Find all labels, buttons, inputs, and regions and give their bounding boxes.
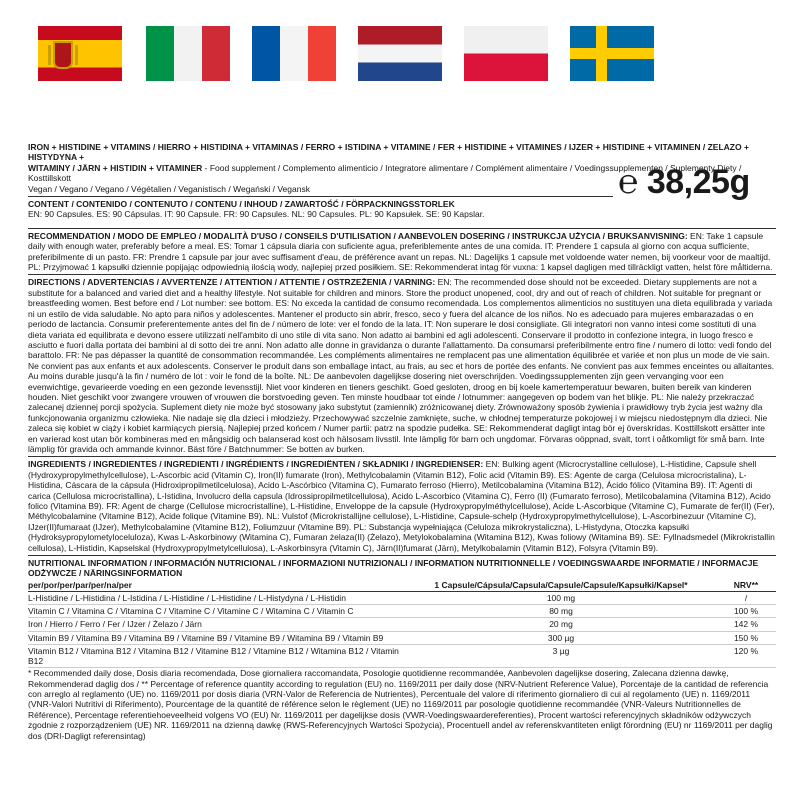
recommendation-body: EN: Take 1 capsule daily with enough water, preferably before a meal. ES: Tomar 1 cápsula diaria con suficiente agua, preferiblemente antes de una comida. IT: Prendere 1 capsula al giorno con acqua sufficiente, preferibilmente di un pasto. FR: Prendre 1 capsule par jour avec suffisament d'eau, de préférence avant un repas. NL: Dagelijks 1 capsule met voldoende water nemen, bij voorkeur voor de maaltijd. PL: Przyjmować 1 kapsułki dziennie popijając odpowiednią ilością wody, najlepiej przed posiłkiem. SE: Rekommenderat intag för vuxna: 1 kapsel dagligen med tillräckligt vatten, helst före måltiderna. xyxy=(28,230,773,273)
sweden-flag-icon xyxy=(570,26,654,81)
product-title xyxy=(28,142,776,184)
divider xyxy=(28,228,776,229)
divider xyxy=(28,555,776,556)
ingredients-body: EN: Bulking agent (Microcrystalline cellulose), L-Histidine, Capsule shell (Hydroxypropylmethylcellulose), L-Ascorbic acid (Vitamin C), Iron(II) fumarate (Iron), Methylcobalamin (Vitamin B12), Folic acid (Vitamin B9). ES: Agente de carga (Celulosa microcristalina), L-Histidina, Cáscara de la cápsula (Hidroxipropilmetilcelulosa), Acido L-Ascórbico (Vitamina C), Fumarato ferroso (Hierro), Metilcobalamina (Vitamina B12), Ácido fólico (Vitamina B9). IT: Agenti di carica (Cellulosa microcristallina), L-Istidina, Involucro della capsula (Idrossipropilmetilcellulosa), Acido L-Ascorbico (Vitamina C), Ferro (II) (Fumarato ferroso), Metilcobalamina (Vitamina B12), Acido folico (Vitamina B9). FR: Agent de charge (Cellulose microcristalline), L-Histidine, Enveloppe de la capsule (Hydroxypropylméthylcellulose), Acide L-Ascorbique (Vitamine C), Fumarate de fer(II) (Fer), Méthylcobalamine (Vitamine B12), Acide folique (Vitamine B9). NL: Vulstof (Microkristallijne cellulose), L-Histidine, Capsule-schelp (Hydroxypropylmethylcellulose), L-Ascorbinezuur (Vitamine C), IJzer(II)fumaraat (IJzer), Methylcobalamine (Vitamine B12), Foliumzuur (Vitamine B9). PL: Substancja wypełniająca (Celuloza mikrokrystaliczna), L-Histydyna, Otoczka kapsułki (Hydroksypropylometylocelulozа), Kwas L-Askorbinowy (Witamina C), Fumaran żelaza(II) (Żelazo), Metylokobalamina (Witamina B12), Kwas foliowy (Witamina B9). SE: Fyllnadsmedel (Mikrokristallin cellulosa), L-Histidin, Kapselskal (Hydroxypropylmetylcellulosa), L-Askorbinsyra (Vitamin C), Järn(II)fumarat (Järn), Metylkobalamin (Vitamin B12), Folsyra (Vitamin B9). xyxy=(28,459,775,553)
content-heading: CONTENT / CONTENIDO / CONTENUTO / CONTENU / INHOUD / ZAWARTOŚĆ / FÖRPACKNINGSSTORLEK xyxy=(28,199,455,210)
divider xyxy=(28,196,613,197)
nutrition-heading: NUTRITIONAL INFORMATION / INFORMACIÓN NUTRICIONAL / INFORMAZIONI NUTRIZIONALI / INFORMATION NUTRITIONNELLE / VOEDINGSWAARDE INFORMATIE / INFORMACJE ODŻYWCZE / NÄRINGSINFORMATION xyxy=(28,558,759,579)
spain-flag-icon xyxy=(38,26,122,81)
vegan-line: Vegan / Vegano / Vegano / Végétalien / Veganistisch / Wegański / Vegansk xyxy=(28,183,310,194)
estimated-sign-icon: ℮ xyxy=(618,163,638,201)
nutrient-amount: 3 µg xyxy=(406,644,716,667)
nutrition-col-per: per/por/per/par/per/na/per xyxy=(28,579,406,592)
nutrient-name: Vitamin B12 / Vitamina B12 / Vitamina B12 / Vitamine B12 / Vitamine B12 / Witamina B12 / Vitamin B12 xyxy=(28,644,406,667)
directions-heading: DIRECTIONS / ADVERTENCIAS / AVVERTENZE / ATTENTION / ATTENTIE / OSTRZEŻENIA / VARNING: xyxy=(28,277,436,288)
recommendation-heading: RECOMMENDATION / MODO DE EMPLEO / MODALITÀ D'USO / CONSEILS D'UTILISATION / AANBEVOLEN DOSERING / INSTRUKCJA UŻYCIA / BRUKSANVISNING: xyxy=(28,230,688,241)
nutrient-amount: 100 mg xyxy=(406,592,716,605)
nutrient-nrv: 142 % xyxy=(716,618,776,631)
nutrient-nrv: / xyxy=(716,592,776,605)
nutrition-header-row xyxy=(28,579,776,592)
nutrient-amount: 80 mg xyxy=(406,605,716,618)
italy-flag-icon xyxy=(146,26,230,81)
table-row xyxy=(28,605,776,618)
ingredients-section xyxy=(28,459,776,553)
divider xyxy=(28,274,776,275)
supplement-type: - Food supplement / Complemento alimenticio / Integratore alimentare / Complément alimentaire / Voedingssupplementen / Suplementy Diety / Kosttillskott xyxy=(28,162,742,184)
nutrient-name: Iron / Hierro / Ferro / Fer / IJzer / Żelazo / Järn xyxy=(28,618,406,631)
table-row xyxy=(28,618,776,631)
table-row xyxy=(28,644,776,667)
product-title-line2: WITAMINY / JÄRN + HISTIDIN + VITAMINER xyxy=(28,162,203,173)
nutrient-amount: 300 µg xyxy=(406,631,716,644)
nutrition-col-amount: 1 Capsule/Cápsula/Capsula/Capsule/Capsule/Kapsułki/Kapsel* xyxy=(406,579,716,592)
nutrient-name: Vitamin B9 / Vitamina B9 / Vitamina B9 / Vitamine B9 / Vitamine B9 / Witamina B9 / Vitamin B9 xyxy=(28,631,406,644)
table-row xyxy=(28,631,776,644)
divider xyxy=(28,456,776,457)
label-text xyxy=(28,142,776,741)
table-row xyxy=(28,592,776,605)
content-body: EN: 90 Capsules. ES: 90 Cápsulas. IT: 90 Capsule. FR: 90 Capsules. NL: 90 Capsules. PL: 90 Kapsułek. SE: 90 Kapslar. xyxy=(28,209,485,220)
recommendation-section xyxy=(28,231,776,273)
nutrient-name: Vitamin C / Vitamina C / Vitamina C / Vitamine C / Vitamine C / Witamina C / Vitamin C xyxy=(28,605,406,618)
directions-body: EN: The recommended dose should not be exceeded. Dietary supplements are not a substitute for a balanced and varied diet and a healthy lifestyle. Not suitable for children and minors. Store the product unopened, cool, dry and out of reach of children. Not suitable for pregnant or breastfeeding women. Best before end / Lot number: see bottom. ES: No exceda la cantidad de consumo recomendada. Los complementos alimenticios no sustituyen una dieta equilibrada y variada ni un estilo de vida saludable. No apto para niños y adolescentes. Mantener el producto sin abrir, fresco, seco y fuera del alcance de los niños. No es adecuado para mujeres embarazadas o en periodo de lactancia. Consumir preferentemente antes del fin de / número de lote: ver el fondo de la lata. IT: Non superare le dosi consigliate. Gli integratori non vanno intesi come sostituti di una dieta variata ed equilibrata e devono essere utilizzati nell'ambito di uno stile di vita sano. Non adatto ai bambini ed agli adolescenti. Conservare il prodotto in confezione integra, in luogo fresco e asciutto e fuori dalla portata dei bambini al di sotto dei tre anni. Non adatto alle donne in gravidanza o durante l'allattamento. Da consumarsi preferibilmente entro fine / numero di lotto: vedi fondo del barattolo. FR: Ne pas dépasser la quantité de consommation recommandée. Les compléments alimentaires ne remplacent pas une alimentation équilibrée et variée et non plus un mode de vie sain. Ne convient pas aux enfants et aux adolescents. Conserver le produit dans son emballage intact, au frais, au sec et hors de portée des enfants. Ne convient pas aux femmes enceintes ou allaitantes. Au moins durable jusqu'à la fin / numéro de lot : voir le fond de la boîte. NL: De aanbevolen dagelijkse dosering niet overschrijden. Voedingssupplementen zijn geen vervanging voor een evenwichtige, gevarieerde voeding en een gezonde levensstijl. Niet voor kinderen en tieners geschikt. Goed gesloten, droog en bij koele kamertemperatuur bewaren, buiten bereik van kinderen houden. Niet geschikt voor zwangere vrouwen of vrouwen die borstvoeding geven. Ten minste houdbaar tot einde / lotnummer: aangegeven op bodem van het blikje. PL: Nie należy przekraczać zalecanej dziennej porcji spożycia. Suplement diety nie może być stosowany jako substytut (zamiennik) zróżnicowanej diety. Zrównoważony sposób żywienia i prawidłowy tryb życia jest ważny dla funkcjonowania organizmu człowieka. Nie nadaje się dla dzieci i młodzieży. Przechowywać szczelnie zamknięte, suche, w chłodnej temperaturze pokojowej i w miejscu niedostępnym dla dzieci. Nie zaleca się kobiet w ciąży i kobiet karmiących piersią. Najlepiej przed końcem / Numer partii: patrz na spodzie pudełka. SE: Rekommenderat dagligt intag bör ej överskridas. Kosttillskott ersätter inte en varierad kost utan bör kombineras med en mångsidig och balanserad kost och hälsosam livsstil. Inte lämplig för barn och ungdomar. Förvaras oöppnad, svalt, torrt i oåtkomligt för små barn. Inte lämplig för gravida och ammande kvinnor. Bäst före / Batchnummer: Se botten av burken. xyxy=(28,277,775,454)
net-weight-value: 38,25g xyxy=(646,163,750,201)
nutrient-nrv: 100 % xyxy=(716,605,776,618)
ingredients-heading: INGREDIENTS / INGREDIENTES / INGREDIENTI / INGRÉDIENTS / INGREDIËNTEN / SKŁADNIKI / INGREDIENSER: xyxy=(28,459,484,470)
nutrient-amount: 20 mg xyxy=(406,618,716,631)
product-title-line1: IRON + HISTIDINE + VITAMINS / HIERRO + HISTIDINA + VITAMINAS / FERRO + ISTIDINA + VITAMINE / FER + HISTIDINE + VITAMINES / IJZER + HISTIDINE + VITAMINEN / ZELAZO + HISTYDYNA + xyxy=(28,142,749,163)
country-flags xyxy=(0,26,800,82)
netherlands-flag-icon xyxy=(358,26,442,81)
poland-flag-icon xyxy=(464,26,548,81)
nutrition-table xyxy=(28,579,776,668)
nutrient-name: L-Histidine / L-Histidina / L-Istidina / L-Histidine / L-Histidine / L-Histydyna / L-Histidin xyxy=(28,592,406,605)
nutrition-footnote: * Recommended daily dose, Dosis diaria recomendada, Dose giornaliera raccomandata, Posologie quotidienne recommandée, Aanbevolen dagelijkse dosering, Zalecana dzienna dawkę, Rekommenderad daglig dos / ** Percentage of reference quantity according to regulation (EU) no. 1169/2011 per daily dose (NRV-Nutrient Reference Value), Porcentaje de la cantidad de referencia con arreglo al reglamento (UE) no. 1169/2011 por dosis diaria (VRN-Valor de Referencia de Nutrientes), Percentuale del valore di riferimento giornaliero di cui al regolamento (UE) n. 1169/2011 (VNR-Valori Nutritivi di Riferimento), Pourcentage de la quantité de référence selon le règlement (UE) no 1169/2011 par posologie quotidienne recommandée (VNR-Valeurs Nutritionnelles de Référence), Percentage referentiehoeveelheid volgens VO (EU) Nr. 1169/2011 per dagelijkse dosis (VWR-Voedingswaardereferenties), Procent wartości referencyjnych składników odżywczych zgodnie z rozporządzeniem (UE) NR. 1169/2011 na dzienną dawkę (RWS-Referencyjnych Wartości Spożycia), Procentuell andel av referenskvantiteten enligt förordning (EU) nr 1169/2011 per daglig dos (DRI-Dagligt referensintag) xyxy=(28,668,773,741)
directions-section xyxy=(28,277,776,454)
france-flag-icon xyxy=(252,26,336,81)
nutrient-nrv: 150 % xyxy=(716,631,776,644)
nutrient-nrv: 120 % xyxy=(716,644,776,667)
nutrition-col-nrv: NRV** xyxy=(716,579,776,592)
